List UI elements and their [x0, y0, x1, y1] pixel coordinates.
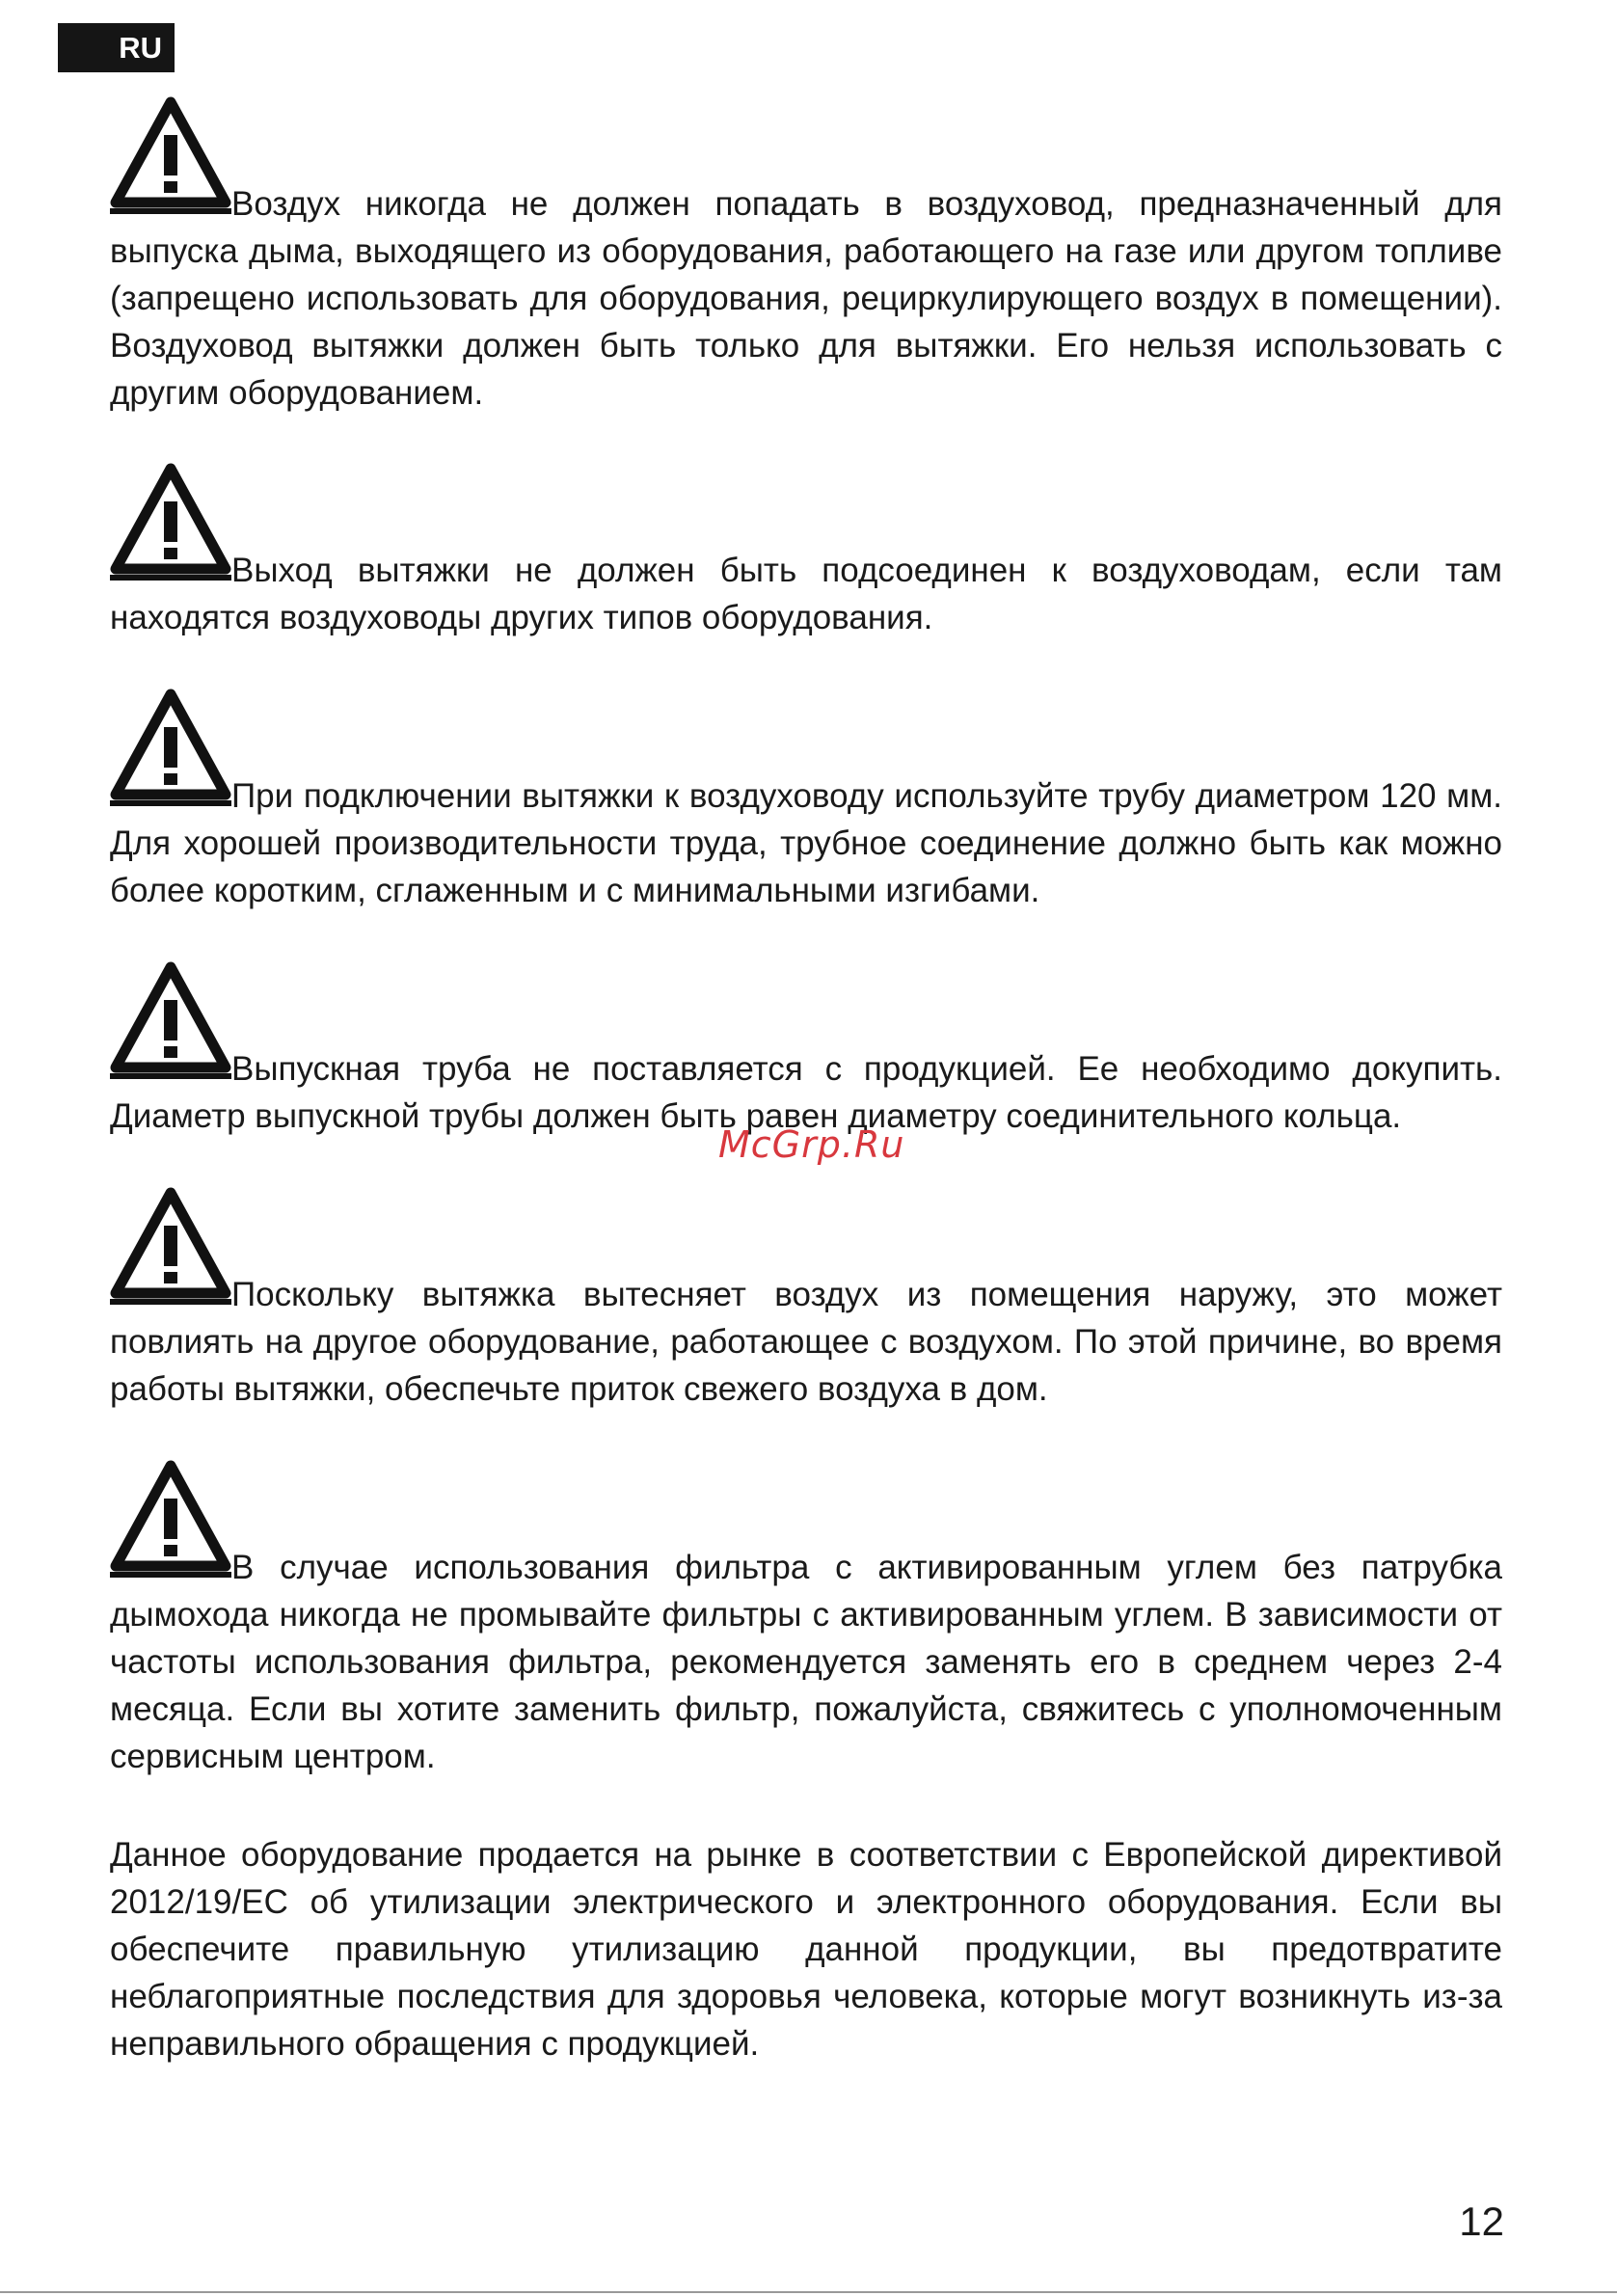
warning-triangle-icon	[110, 687, 231, 821]
warning-block-5	[110, 1185, 1502, 1413]
warning-text: Воздух никогда не должен попадать в воздуховод, предназначенный для выпуска дыма, выходящего из оборудования, работающего на газе или другом топливе (запрещено использовать для оборудования, рециркулирующего воздух в помещении). Воздуховод вытяжки должен быть только для вытяжки. Его нельзя использовать с другим оборудованием.	[110, 185, 1502, 412]
warning-text: При подключении вытяжки к воздуховоду используйте трубу диаметром 120 мм. Для хорошей производительности труда, трубное соединение должно быть как можно более коротким, сглаженным и с минимальными изгибами.	[110, 777, 1502, 909]
warning-triangle-icon	[110, 461, 231, 595]
warning-text: Выпускная труба не поставляется с продукцией. Ее необходимо докупить. Диаметр выпускной трубы должен быть равен диаметру соединительного кольца.	[110, 1050, 1502, 1135]
warning-block-3	[110, 687, 1502, 914]
warning-text: В случае использования фильтра с активированным углем без патрубка дымохода никогда не промывайте фильтры с активированным углем. В зависимости от частоты использования фильтра, рекомендуется заменять его в среднем через 2-4 месяца. Если вы хотите заменить фильтр, пожалуйста, свяжитесь с уполномоченным сервисным центром.	[110, 1549, 1502, 1775]
warning-block-6	[110, 1458, 1502, 1780]
warning-text: Выход вытяжки не должен быть подсоединен к воздуховодам, если там находятся воздуховоды других типов оборудования.	[110, 552, 1502, 636]
warning-triangle-icon	[110, 95, 231, 229]
warning-triangle-icon	[110, 1458, 231, 1592]
warning-triangle-icon	[110, 959, 231, 1094]
warning-block-2	[110, 461, 1502, 641]
bottom-divider	[0, 2291, 1617, 2293]
warning-block-4	[110, 959, 1502, 1140]
watermark: McGrp.Ru	[718, 1123, 905, 1166]
warning-triangle-icon	[110, 1185, 231, 1319]
warning-text: Поскольку вытяжка вытесняет воздух из помещения наружу, это может повлиять на другое оборудование, работающее с воздухом. По этой причине, во время работы вытяжки, обеспечьте приток свежего воздуха в дом.	[110, 1276, 1502, 1408]
warning-block-1	[110, 95, 1502, 417]
disposal-paragraph: Данное оборудование продается на рынке в соответствии с Европейской директивой 2012/19/EC об утилизации электрического и электронного оборудования. Если вы обеспечите правильную утилизацию данной продукции, вы предотвратите неблагоприятные последствия для здоровья человека, которые могут возникнуть из-за неправильного обращения с продукцией.	[110, 1836, 1502, 2063]
language-badge: RU	[58, 23, 175, 72]
page-number: 12	[1459, 2199, 1504, 2244]
